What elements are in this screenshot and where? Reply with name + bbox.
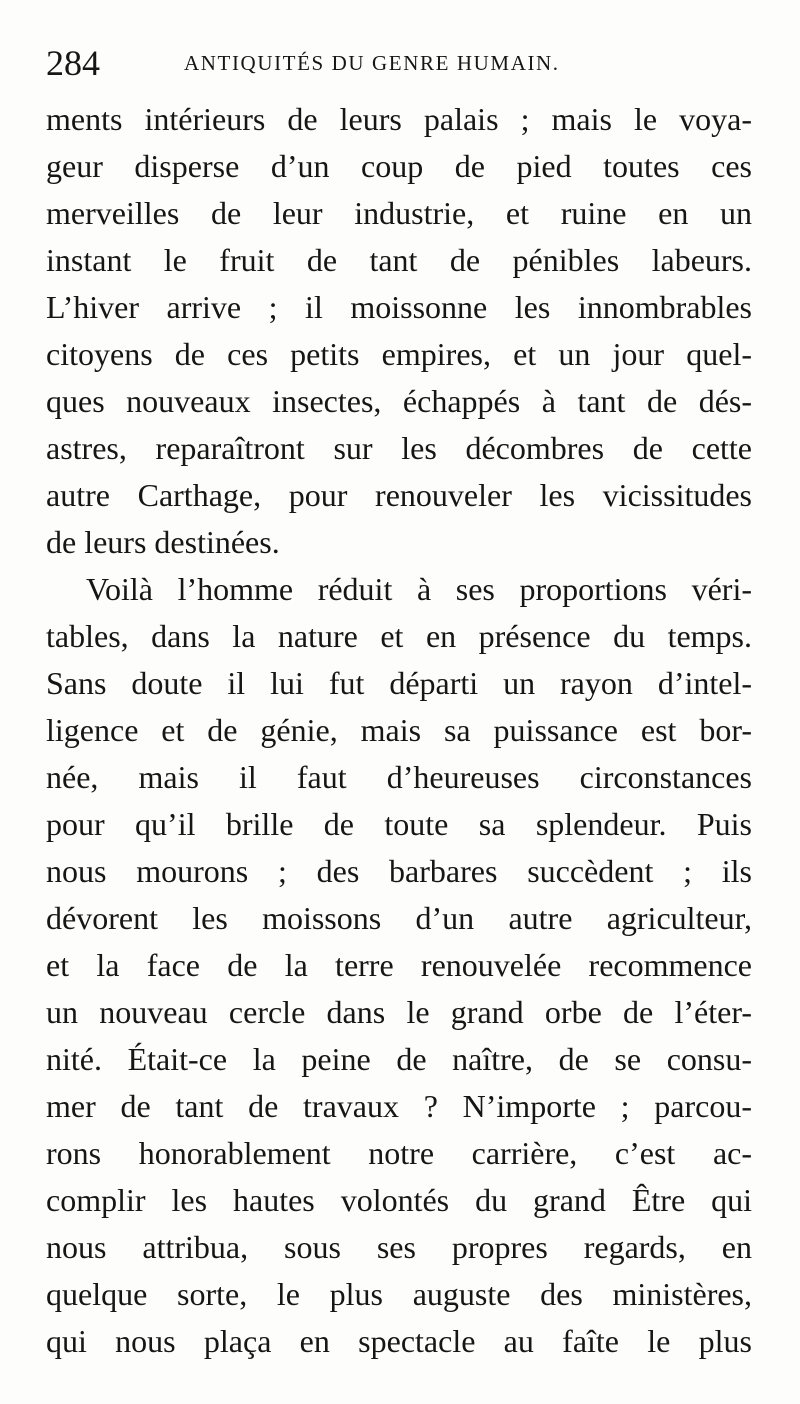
text-line: astres, reparaîtront sur les décombres de cette xyxy=(46,430,752,466)
text-line: un nouveau cercle dans le grand orbe de l’éter- xyxy=(46,994,752,1030)
text-line: Sans doute il lui fut départi un rayon d’intel- xyxy=(46,665,752,701)
text-line: rons honorablement notre carrière, c’est ac- xyxy=(46,1135,752,1171)
body-text xyxy=(46,96,752,1365)
page-number: 284 xyxy=(46,43,100,83)
running-title: ANTIQUITÉS DU GENRE HUMAIN. xyxy=(184,51,560,75)
text-line: instant le fruit de tant de pénibles labeurs. xyxy=(46,242,752,278)
text-line: et la face de la terre renouvelée recommence xyxy=(46,947,752,983)
text-line: L’hiver arrive ; il moissonne les innombrables xyxy=(46,289,752,325)
running-head xyxy=(46,40,606,86)
text-line: complir les hautes volontés du grand Être qui xyxy=(46,1182,752,1218)
text-line: qui nous plaça en spectacle au faîte le plus xyxy=(46,1323,752,1359)
text-line-paragraph-end: de leurs destinées. xyxy=(46,524,280,560)
text-line: dévorent les moissons d’un autre agriculteur, xyxy=(46,900,752,936)
text-line: autre Carthage, pour renouveler les vicissitudes xyxy=(46,477,752,513)
text-line: nous attribua, sous ses propres regards, en xyxy=(46,1229,752,1265)
text-line: nité. Était-ce la peine de naître, de se consu- xyxy=(46,1041,752,1077)
text-line: mer de tant de travaux ? N’importe ; parcou- xyxy=(46,1088,752,1124)
text-line: quelque sorte, le plus auguste des ministères, xyxy=(46,1276,752,1312)
text-line: nous mourons ; des barbares succèdent ; ils xyxy=(46,853,752,889)
text-line: citoyens de ces petits empires, et un jour quel- xyxy=(46,336,752,372)
text-line: née, mais il faut d’heureuses circonstances xyxy=(46,759,752,795)
text-line: pour qu’il brille de toute sa splendeur. Puis xyxy=(46,806,752,842)
text-line: ques nouveaux insectes, échappés à tant de dés- xyxy=(46,383,752,419)
text-line-paragraph-start: Voilà l’homme réduit à ses proportions véri- xyxy=(86,571,752,607)
text-line: merveilles de leur industrie, et ruine en un xyxy=(46,195,752,231)
text-line: ligence et de génie, mais sa puissance est bor- xyxy=(46,712,752,748)
text-line: geur disperse d’un coup de pied toutes ces xyxy=(46,148,752,184)
text-line: ments intérieurs de leurs palais ; mais le voya- xyxy=(46,101,752,137)
text-line: tables, dans la nature et en présence du temps. xyxy=(46,618,752,654)
